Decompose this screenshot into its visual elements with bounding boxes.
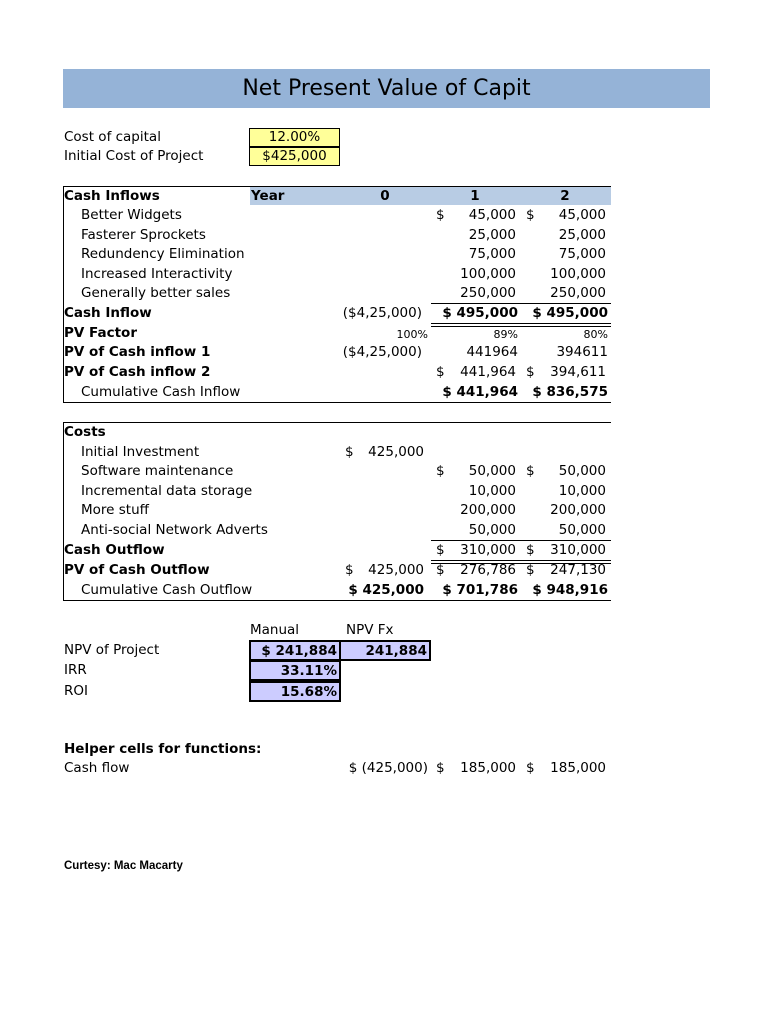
cost-y1: 50,000 bbox=[468, 463, 516, 479]
inflow-y2: 25,000 bbox=[558, 227, 606, 243]
manual-column-label: Manual bbox=[250, 622, 300, 638]
currency-sign: $ bbox=[436, 760, 445, 776]
cumulative-outflow-label: Cumulative Cash Outflow bbox=[81, 582, 253, 598]
cost-y2: 10,000 bbox=[558, 483, 606, 499]
cost-row-label: Incremental data storage bbox=[81, 483, 253, 499]
inflow-y1: 250,000 bbox=[460, 285, 516, 301]
pv-inflow-2-label: PV of Cash inflow 2 bbox=[64, 364, 211, 380]
pv-factor-y2: 80% bbox=[583, 328, 608, 341]
pv-outflow-label: PV of Cash Outflow bbox=[64, 562, 210, 578]
currency-sign: $ bbox=[345, 444, 354, 460]
initial-cost-value: $425,000 bbox=[262, 148, 327, 164]
inflow-row-label: Fasterer Sprockets bbox=[81, 227, 206, 243]
npv-fx-cell[interactable] bbox=[339, 640, 431, 661]
npv-fx-value: 241,884 bbox=[365, 643, 427, 659]
helper-y1: 185,000 bbox=[460, 760, 516, 776]
pv-outflow-y0: 425,000 bbox=[368, 562, 424, 578]
roi-label: ROI bbox=[64, 683, 88, 699]
pv-inflow-1-y2: 394611 bbox=[556, 344, 608, 360]
cumulative-outflow-y1: $ 701,786 bbox=[442, 582, 518, 598]
cumulative-outflow-y2: $ 948,916 bbox=[532, 582, 608, 598]
roi-value: 15.68% bbox=[280, 684, 337, 700]
cost-y2: 50,000 bbox=[558, 522, 606, 538]
currency-sign: $ bbox=[526, 463, 535, 479]
cost-row-label: Software maintenance bbox=[81, 463, 234, 479]
inflow-y1: 25,000 bbox=[468, 227, 516, 243]
helper-y0: $ (425,000) bbox=[348, 760, 428, 776]
currency-sign: $ bbox=[345, 562, 354, 578]
helper-title: Helper cells for functions: bbox=[64, 741, 262, 757]
cost-of-capital-cell[interactable] bbox=[249, 128, 340, 147]
costs-header: Costs bbox=[64, 424, 106, 440]
double-rule-top bbox=[431, 323, 611, 324]
helper-y2: 185,000 bbox=[550, 760, 606, 776]
inflow-y2: 100,000 bbox=[550, 266, 606, 282]
pv-factor-label: PV Factor bbox=[64, 325, 137, 341]
year-1-header: 1 bbox=[470, 188, 480, 204]
inflows-bottom-border bbox=[63, 402, 611, 403]
roi-cell[interactable] bbox=[249, 681, 341, 702]
irr-cell[interactable] bbox=[249, 660, 341, 681]
cash-inflows-header: Cash Inflows bbox=[64, 188, 160, 204]
irr-value: 33.11% bbox=[280, 663, 337, 679]
pv-factor-y0: 100% bbox=[396, 328, 428, 341]
initial-investment-label: Initial Investment bbox=[81, 444, 200, 460]
cost-y1: 10,000 bbox=[468, 483, 516, 499]
cash-flow-label: Cash flow bbox=[64, 760, 130, 776]
currency-sign: $ bbox=[526, 364, 535, 380]
cash-inflow-y1: $ 495,000 bbox=[442, 305, 518, 321]
cost-y2: 50,000 bbox=[558, 463, 606, 479]
inflow-row-label: Better Widgets bbox=[81, 207, 182, 223]
inflow-y2: 45,000 bbox=[558, 207, 606, 223]
pv-inflow-1-y0: ($4,25,000) bbox=[342, 344, 422, 360]
cash-inflow-label: Cash Inflow bbox=[64, 305, 152, 321]
inflow-y1: 45,000 bbox=[468, 207, 516, 223]
cost-of-capital-value: 12.00% bbox=[268, 129, 321, 145]
npv-manual-value: $ 241,884 bbox=[261, 643, 337, 659]
currency-sign: $ bbox=[436, 562, 445, 578]
cost-row-label: More stuff bbox=[81, 502, 149, 518]
currency-sign: $ bbox=[436, 463, 445, 479]
currency-sign: $ bbox=[526, 760, 535, 776]
pv-factor-y1: 89% bbox=[493, 328, 518, 341]
npv-label: NPV of Project bbox=[64, 642, 160, 658]
cash-outflow-y1: 310,000 bbox=[460, 542, 516, 558]
currency-sign: $ bbox=[436, 542, 445, 558]
cash-outflow-y2: 310,000 bbox=[550, 542, 606, 558]
cash-outflow-label: Cash Outflow bbox=[64, 542, 165, 558]
year-0-header: 0 bbox=[380, 188, 390, 204]
initial-cost-cell[interactable] bbox=[249, 147, 340, 166]
cost-y1: 50,000 bbox=[468, 522, 516, 538]
cumulative-outflow-y0: $ 425,000 bbox=[348, 582, 424, 598]
pv-outflow-y2: 247,130 bbox=[550, 562, 606, 578]
year-label: Year bbox=[251, 188, 285, 204]
inflow-y2: 250,000 bbox=[550, 285, 606, 301]
cumulative-inflow-y1: $ 441,964 bbox=[442, 384, 518, 400]
inflow-row-label: Generally better sales bbox=[81, 285, 231, 301]
pv-inflow-1-y1: 441964 bbox=[466, 344, 518, 360]
costs-top-border bbox=[63, 422, 611, 423]
pv-inflow-2-y2: 394,611 bbox=[550, 364, 606, 380]
page-title: Net Present Value of Capit bbox=[242, 76, 531, 101]
inflow-y1: 100,000 bbox=[460, 266, 516, 282]
initial-cost-label: Initial Cost of Project bbox=[64, 148, 204, 164]
cash-inflow-y2: $ 495,000 bbox=[532, 305, 608, 321]
currency-sign: $ bbox=[436, 207, 445, 223]
cost-y2: 200,000 bbox=[550, 502, 606, 518]
cumulative-inflow-label: Cumulative Cash Inflow bbox=[81, 384, 241, 400]
cumulative-inflow-y2: $ 836,575 bbox=[532, 384, 608, 400]
inflow-y1: 75,000 bbox=[468, 246, 516, 262]
currency-sign: $ bbox=[526, 542, 535, 558]
npv-fx-column-label: NPV Fx bbox=[346, 622, 394, 638]
pv-inflow-2-y1: 441,964 bbox=[460, 364, 516, 380]
cost-row-label: Anti-social Network Adverts bbox=[81, 522, 268, 538]
currency-sign: $ bbox=[526, 207, 535, 223]
pv-inflow-1-label: PV of Cash inflow 1 bbox=[64, 344, 211, 360]
npv-manual-cell[interactable] bbox=[249, 640, 341, 661]
currency-sign: $ bbox=[436, 364, 445, 380]
pv-outflow-y1: 276,786 bbox=[460, 562, 516, 578]
initial-investment-y0: 425,000 bbox=[368, 444, 424, 460]
credit-text: Curtesy: Mac Macarty bbox=[64, 860, 183, 872]
currency-sign: $ bbox=[526, 562, 535, 578]
cash-inflow-y0: ($4,25,000) bbox=[342, 305, 422, 321]
inflow-row-label: Increased Interactivity bbox=[81, 266, 233, 282]
inflow-row-label: Redundency Elimination bbox=[81, 246, 245, 262]
inflow-y2: 75,000 bbox=[558, 246, 606, 262]
cost-of-capital-label: Cost of capital bbox=[64, 129, 161, 145]
year-2-header: 2 bbox=[560, 188, 570, 204]
irr-label: IRR bbox=[64, 662, 87, 678]
costs-bottom-border bbox=[63, 600, 611, 601]
cost-y1: 200,000 bbox=[460, 502, 516, 518]
